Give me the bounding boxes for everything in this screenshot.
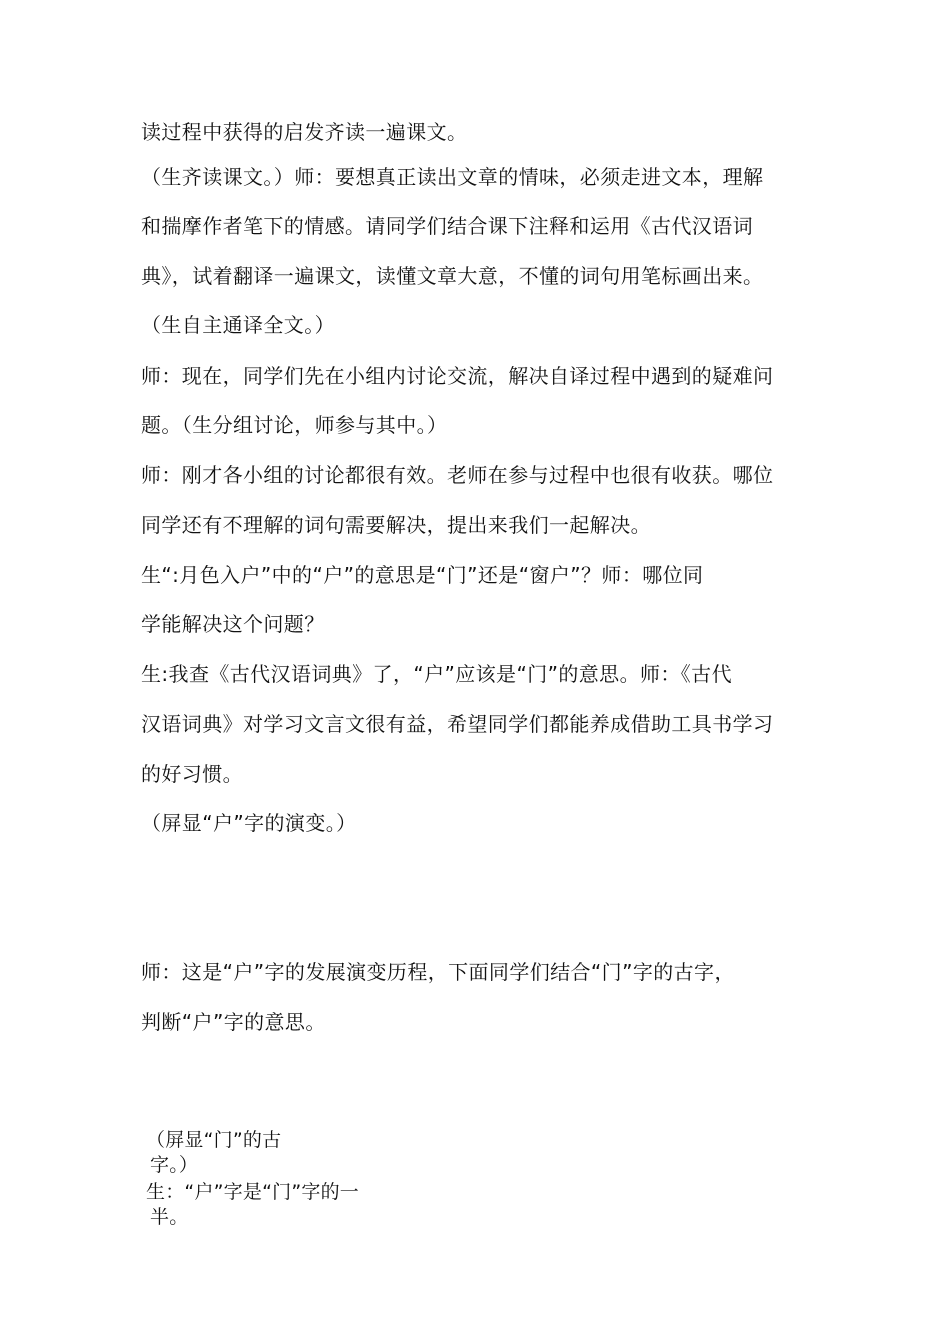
text-line: 生“:月色入户”中的“户”的意思是“门”还是“窗户”？师：哪位同 bbox=[141, 563, 704, 587]
text-line: 生:我查《古代汉语词典》了，“户”应该是“门”的意思。师：《古代 bbox=[141, 662, 732, 686]
text-line: 同学还有不理解的词句需要解决，提出来我们一起解决。 bbox=[141, 513, 651, 537]
text-line: （屏显“门”的古 bbox=[146, 1129, 282, 1151]
text-line: 生：“户”字是“门”字的一 bbox=[146, 1181, 359, 1203]
text-line: （生齐读课文。）师：要想真正读出文章的情味，必须走进文本，理解 bbox=[141, 165, 764, 189]
text-line: 的好习惯。 bbox=[141, 762, 243, 786]
text-line: 师：现在，同学们先在小组内讨论交流，解决自译过程中遇到的疑难问 bbox=[141, 364, 774, 388]
text-line: 半。 bbox=[150, 1206, 189, 1228]
text-line: 题。（生分组讨论，师参与其中。） bbox=[141, 413, 448, 437]
text-line: 汉语词典》对学习文言文很有益，希望同学们都能养成借助工具书学习 bbox=[141, 712, 774, 736]
text-line: 师：这是“户”字的发展演变历程，下面同学们结合“门”字的古字， bbox=[141, 960, 735, 984]
text-line: 判断“户”字的意思。 bbox=[141, 1010, 326, 1034]
text-line: 字。） bbox=[150, 1154, 199, 1176]
text-line: 学能解决这个问题？ bbox=[141, 612, 325, 636]
text-line: （屏显“户”字的演变。） bbox=[141, 811, 357, 835]
text-line: 典》，试着翻译一遍课文，读懂文章大意，不懂的词句用笔标画出来。 bbox=[141, 264, 764, 288]
text-line: 读过程中获得的启发齐读一遍课文。 bbox=[141, 120, 468, 144]
text-line: 师：刚才各小组的讨论都很有效。老师在参与过程中也很有收获。哪位 bbox=[141, 463, 774, 487]
text-line: （生自主通译全文。） bbox=[141, 313, 335, 337]
text-line: 和揣摩作者笔下的情感。请同学们结合课下注释和运用《古代汉语词 bbox=[141, 214, 753, 238]
